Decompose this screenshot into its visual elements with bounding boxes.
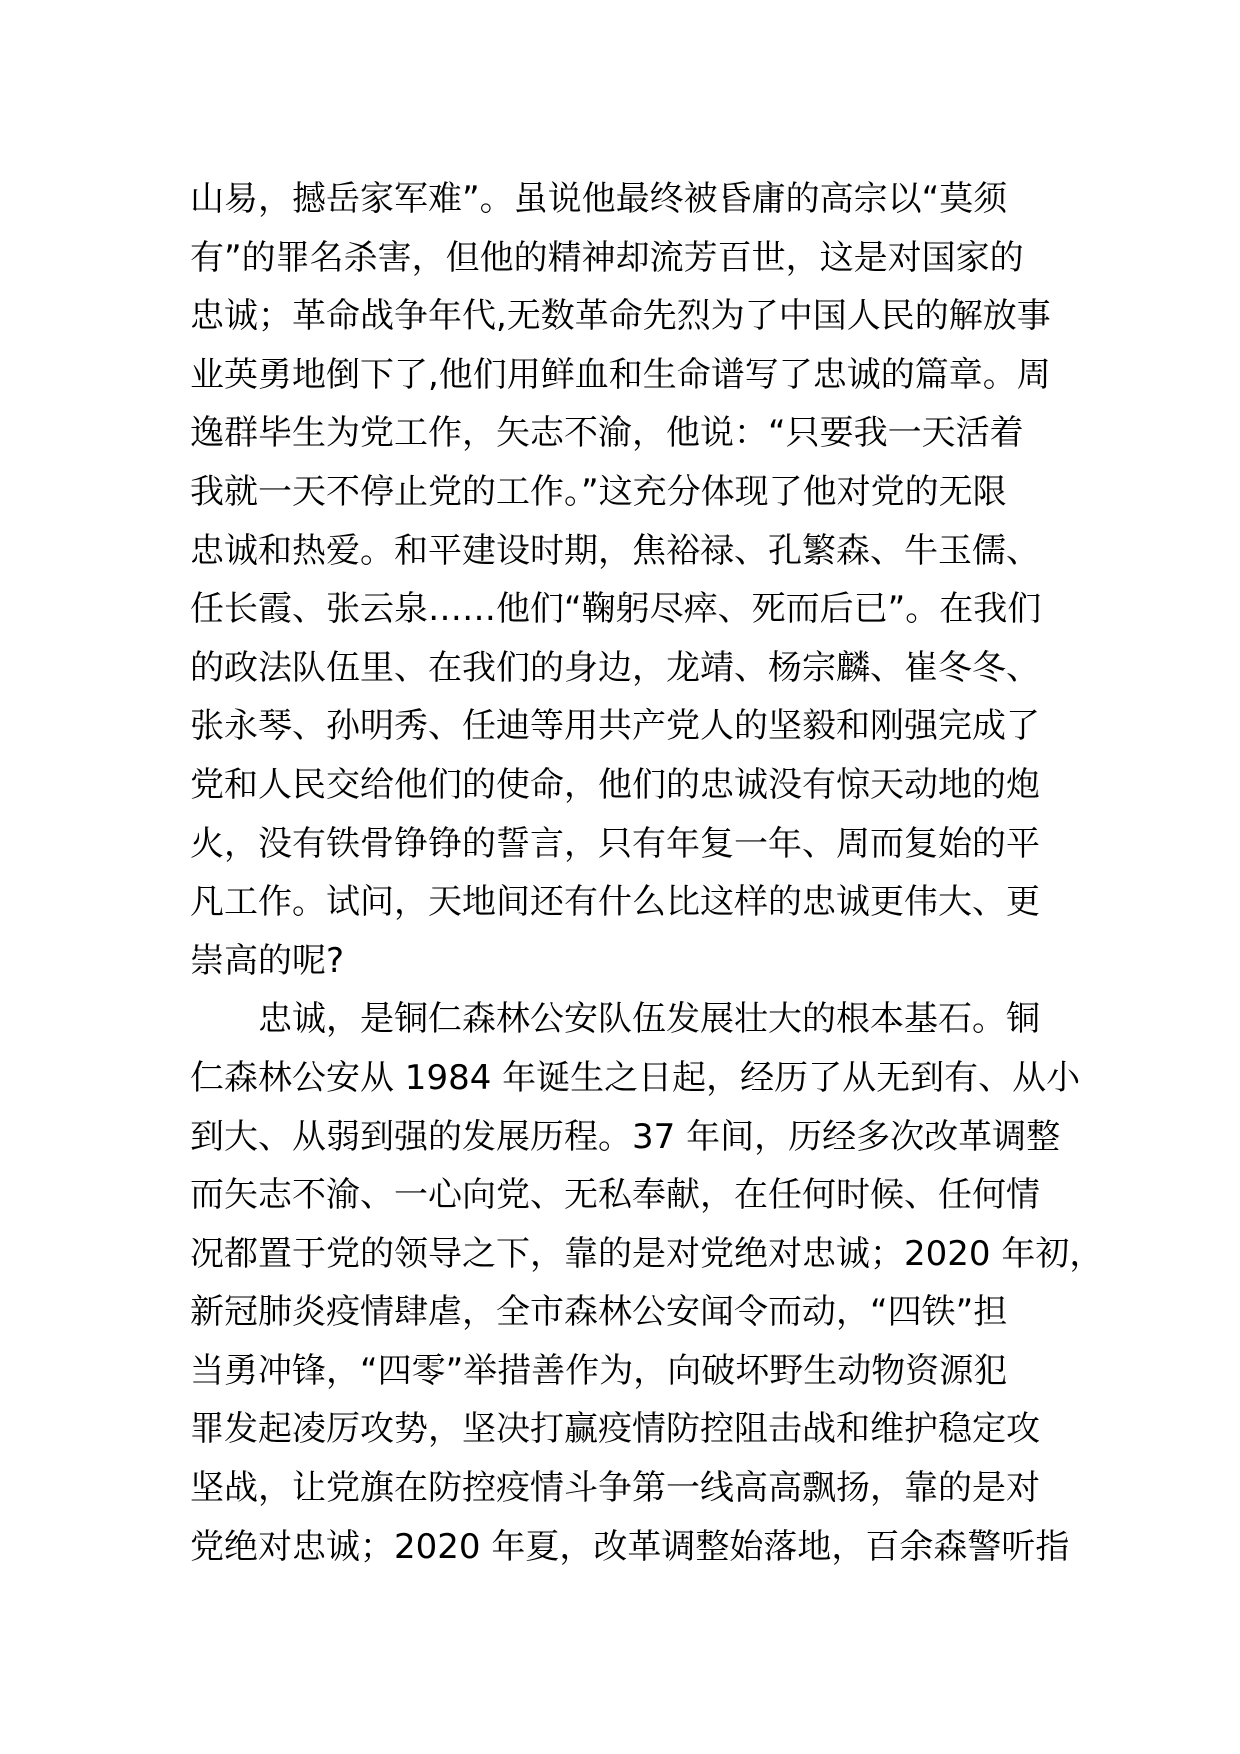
paragraph-line: 我就一天不停止党的工作。”这充分体现了他对党的无限 <box>190 471 1007 512</box>
paragraph-line: 火，没有铁骨铮铮的誓言，只有年复一年、周而复始的平 <box>190 823 1040 864</box>
paragraph-line: 张永琴、孙明秀、任迪等用共产党人的坚毅和刚强完成了 <box>190 706 1040 747</box>
paragraph-line: 业英勇地倒下了,他们用鲜血和生命谱写了忠诚的篇章。周 <box>190 354 1051 395</box>
paragraph-line: 忠诚；革命战争年代,无数革命先烈为了中国人民的解放事 <box>190 296 1051 337</box>
paragraph-line: 况都置于党的领导之下，靠的是对党绝对忠诚；2020 年初， <box>190 1233 1104 1274</box>
paragraph-first-line: 忠诚，是铜仁森林公安队伍发展壮大的根本基石。铜 <box>258 999 1040 1040</box>
paragraph-line: 山易，撼岳家军难”。虽说他最终被昏庸的高宗以“莫须 <box>190 179 1008 219</box>
paragraph-line: 仁森林公安从 1984 年诞生之日起，经历了从无到有、从小 <box>190 1057 1081 1098</box>
paragraph-2 <box>190 990 1104 1576</box>
paragraph-line: 新冠肺炎疫情肆虐，全市森林公安闻令而动，“四铁”担 <box>190 1292 1008 1333</box>
paragraph-line: 而矢志不渝、一心向党、无私奉献，在任何时候、任何情 <box>190 1175 1040 1216</box>
paragraph-1 <box>190 170 1070 990</box>
paragraph-line: 忠诚和热爱。和平建设时期，焦裕禄、孔繁森、牛玉儒、 <box>190 530 1040 571</box>
paragraph-line: 的政法队伍里、在我们的身边，龙靖、杨宗麟、崔冬冬、 <box>190 647 1040 688</box>
body-text <box>190 170 1104 1576</box>
paragraph-line: 党绝对忠诚；2020 年夏，改革调整始落地，百余森警听指 <box>190 1526 1070 1567</box>
paragraph-line: 坚战，让党旗在防控疫情斗争第一线高高飘扬，靠的是对 <box>190 1468 1040 1509</box>
paragraph-line: 到大、从弱到强的发展历程。37 年间，历经多次改革调整 <box>190 1116 1061 1157</box>
paragraph-line: 崇高的呢? <box>190 940 345 981</box>
paragraph-line: 凡工作。试问，天地间还有什么比这样的忠诚更伟大、更 <box>190 882 1040 923</box>
paragraph-line: 当勇冲锋，“四零”举措善作为，向破坏野生动物资源犯 <box>190 1350 1008 1391</box>
paragraph-line: 任长霞、张云泉……他们“鞠躬尽瘁、死而后已”。在我们 <box>190 589 1042 630</box>
paragraph-line: 有”的罪名杀害，但他的精神却流芳百世，这是对国家的 <box>190 237 1024 278</box>
paragraph-line: 罪发起凌厉攻势，坚决打赢疫情防控阻击战和维护稳定攻 <box>190 1409 1040 1450</box>
paragraph-line: 逸群毕生为党工作，矢志不渝，他说：“只要我一天活着 <box>190 413 1024 454</box>
paragraph-line: 党和人民交给他们的使命，他们的忠诚没有惊天动地的炮 <box>190 764 1040 805</box>
